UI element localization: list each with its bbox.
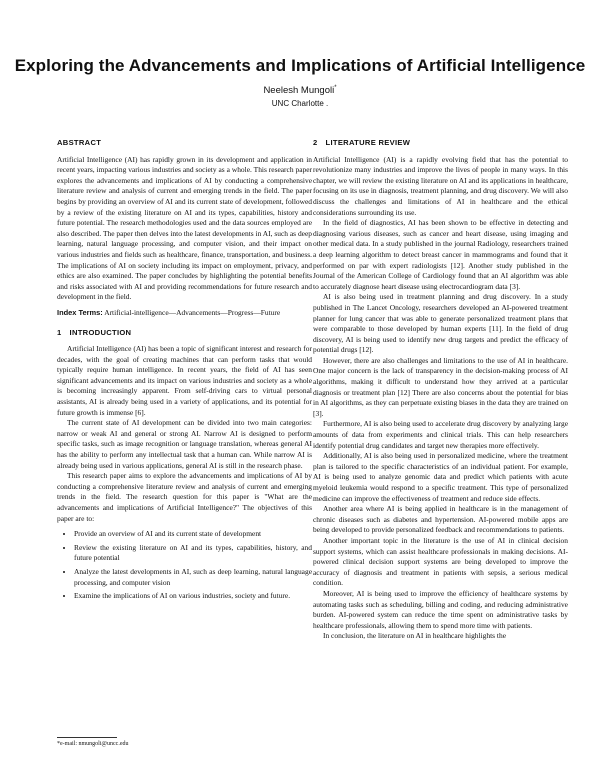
section-2-title: LITERATURE REVIEW [325,138,411,147]
abstract-heading-label: ABSTRACT [57,138,102,147]
list-item: • Analyze the latest developments in AI, such as deep learning, natural language processing, and computer vision [74,567,312,588]
paper-title: Exploring the Advancements and Implications of Artificial Intelligence [14,56,586,75]
index-terms-text: Artificial-intelligence—Advancements—Progress—Future [104,307,281,317]
objectives-list [57,529,312,602]
list-item: • Review the existing literature on AI and its types, capabilities, history, and future potential [74,543,312,564]
author-name-text: Neelesh Mungoli [263,85,335,97]
section-1-title: INTRODUCTION [69,327,132,337]
left-column [57,138,312,605]
lit-paragraph-3: AI is also being used in treatment planning and drug discovery. In a study published in The Lancet Oncology, researchers developed an AI-powered treatment planner for lung cancer that was able to generate personalized treatment plans that were comparable to those developed by human experts [11]. In the field of drug discovery, AI is being used to identify new drug targets and predict the efficacy of potential drugs [12]. [313,292,568,355]
lit-paragraph-9: Moreover, AI is being used to improve the efficiency of healthcare systems by automating tasks such as scheduling, billing and coding, and reducing administrative burden. AI-powered system can reduce the time spent on administrative tasks by healthcare professionals, allowing them to spend more time with patients. [313,588,568,630]
lit-paragraph-10: In conclusion, the literature on AI in healthcare highlights the [323,631,506,641]
intro-paragraph-2: The current state of AI development can be divided into two main categories: narrow or weak AI and general or strong AI. Narrow AI is designed to perform specific tasks, such as image recognition or language translation, whereas general AI has the ability to perform any intellectual task that a human can. While narrow AI is already being used in various applications, general AI is still in the research phase. [57,418,312,470]
section-1-heading [57,328,312,339]
index-terms-label: Index Terms: [57,307,103,317]
lit-paragraph-7: Another area where AI is being applied in healthcare is in the management of chronic diseases such as diabetes and hypertension. AI-powered mobile apps are being developed to provide personalized feedback and recommendations to patients. [313,504,568,535]
right-column [313,138,568,642]
section-1-number: 1 [57,327,62,337]
lit-paragraph-2: In the field of diagnostics, AI has been shown to be effective in detecting and diagnosing various diseases, such as cancer and heart disease, using imaging and other medical data. In a study published in the journal Radiology, researchers trained a deep learning algorithm to detect breast cancer in mammograms and found that it performed on par with expert radiologists [12]. Another study published in the Journal of the American College of Cardiology found that an AI algorithm was able to accurately diagnose heart disease using electrocardiogram data [3]. [313,218,568,291]
author-footnote-mark: * [334,85,337,91]
section-2-heading [313,138,568,149]
lit-paragraph-5: Furthermore, AI is also being used to accelerate drug discovery by analyzing large amounts of data from experiments and clinical trials. This can help researchers identify potential drug candidates and target new therapies more effectively. [313,419,569,450]
lit-paragraph-6: Additionally, AI is also being used in personalized medicine, where the treatment plan is tailored to the specific characteristics of an individual patient. For example, AI is being used to analyze genomic data and predict which patients with acute myeloid leukemia would respond to a specific treatment. This type of personalized medicine can improve the effectiveness of treatment and reduce side effects. [313,451,568,503]
footnote-email: *e-mail: nmungoli@uncc.edu [57,741,129,747]
list-item: • Examine the implications of AI on various industries, society and future. [74,591,312,602]
abstract-text: Artificial Intelligence (AI) has rapidly grown in its development and application in recent years, impacting various industries and society as a whole. This research paper explores the advancements and implications of AI by conducting a comprehensive literature review and analysis of current and emerging trends in the field. The paper begins by providing an overview of AI and its current state of development, followed by a review of the existing literature on AI and its types, capabilities, history and future potential. The research methodologies used and the data sources employed are also described. The paper then delves into the latest developments in AI, such as deep learning, natural language processing, and computer vision, and their impact on various industries and fields such as healthcare, finance, transportation, and business. The implications of AI on society including its impact on employment, privacy, and ethics are also examined. The paper concludes by highlighting the potential benefits and risks associated with AI and providing recommendations for future research and development in the field. [57,154,312,302]
intro-paragraph-1: Artificial Intelligence (AI) has been a topic of significant interest and research for decades, with the goal of creating machines that can perform tasks that would typically require human intelligence. In recent years, the field of AI has seen significant advancements and its impact on various industries and society as a whole is becoming increasingly apparent. From self-driving cars to virtual personal assistants, AI is already being used in a variety of applications, and its potential for future growth is immense [6]. [57,344,312,417]
intro-paragraph-3: This research paper aims to explore the advancements and implications of AI by conducting a comprehensive literature review and analysis of current and emerging trends in the field. The research question for this paper is "What are the advancements and implications of Artificial Intelligence?" The objectives of this paper are to: [57,471,312,523]
list-item: • Provide an overview of AI and its current state of development [74,529,312,540]
footnote-divider [57,737,117,738]
lit-paragraph-4: However, there are also challenges and limitations to the use of AI in healthcare. One major concern is the lack of transparency in the decision-making process of AI algorithms, making it difficult to understand how they arrived at a particular diagnosis or treatment plan [12] There are also concerns about the potential for bias in AI algorithms, as they can perpetuate existing biases in the data they are trained on [3]. [313,355,568,418]
author-name [0,85,600,96]
index-terms [57,308,312,319]
section-2-number: 2 [313,138,318,147]
author-affiliation: UNC Charlotte . [271,99,329,108]
lit-paragraph-8: Another important topic in the literature is the use of AI in clinical decision support systems, which can assist healthcare professionals in making decisions. AI-powered clinical decision support systems are being developed to improve the accuracy of diagnosis and treatment in patients with sepsis, a serious medical condition. [313,535,568,588]
abstract-heading [57,138,312,149]
lit-paragraph-1: Artificial Intelligence (AI) is a rapidly evolving field that has the potential to revolutionize many industries and improve the lives of people in many ways. In this chapter, we will review the existing literature on AI and its applications in healthcare, focusing on its use in diagnosis, treatment planning, and drug discovery. We will also discuss the challenges and limitations of AI in healthcare and the ethical considerations surrounding its use. [313,154,568,217]
